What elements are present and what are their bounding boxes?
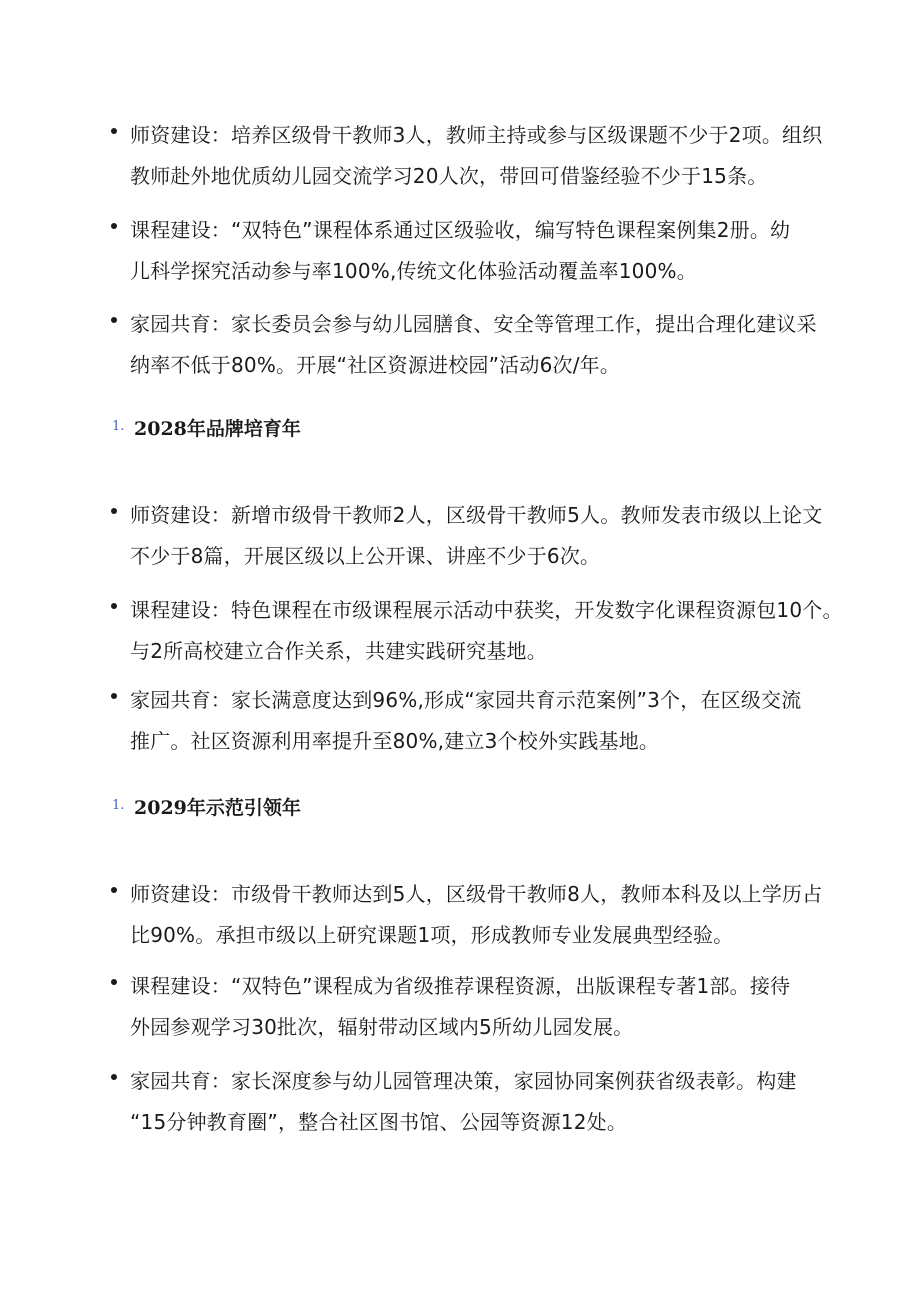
list-item-text: 家园共育：家长深度参与幼儿园管理决策，家园协同案例获省级表彰。构建 “15分钟教育圈”，整合社区图书馆、公园等资源12处。	[130, 1069, 797, 1134]
list-item-text: 家园共育：家长满意度达到96%,形成“家园共育示范案例”3个，在区级交流 推广。社区资源利用率提升至80%,建立3个校外实践基地。	[130, 688, 802, 753]
list-item-text: 家园共育：家长委员会参与幼儿园膳食、安全等管理工作，提出合理化建议采 纳率不低于80%。开展“社区资源进校园”活动6次/年。	[130, 312, 817, 377]
list-item-home-school-2028	[111, 680, 811, 762]
list-item-text: 课程建设：“双特色”课程成为省级推荐课程资源，出版课程专著1部。接待 外园参观学习30批次，辐射带动区域内5所幼儿园发展。	[130, 974, 791, 1039]
bullet-icon	[111, 1074, 117, 1080]
list-item-home-school-2027	[111, 304, 817, 386]
list-item-curriculum-2027	[111, 210, 811, 292]
list-item-teacher-2028	[111, 495, 823, 577]
list-item-teacher-2029	[111, 874, 823, 956]
heading-title: 2028年品牌培育年	[134, 418, 301, 440]
section-heading-2028	[112, 414, 612, 438]
bullet-icon	[111, 508, 117, 514]
section-heading-2029	[112, 793, 612, 817]
bullet-icon	[111, 979, 117, 985]
heading-title: 2029年示范引领年	[134, 797, 301, 819]
bullet-icon	[111, 317, 117, 323]
list-item-home-school-2029	[111, 1061, 811, 1143]
bullet-icon	[111, 693, 117, 699]
bullet-icon	[111, 223, 117, 229]
list-item-teacher-2027	[111, 115, 823, 197]
heading-number: 1.	[112, 419, 125, 434]
heading-number: 1.	[112, 798, 125, 813]
list-item-text: 师资建设：市级骨干教师达到5人，区级骨干教师8人，教师本科及以上学历占 比90%。承担市级以上研究课题1项，形成教师专业发展典型经验。	[130, 882, 823, 947]
list-item-text: 课程建设：特色课程在市级课程展示活动中获奖，开发数字化课程资源包10个。 与2所高校建立合作关系，共建实践研究基地。	[130, 598, 843, 663]
list-item-curriculum-2028	[111, 590, 843, 672]
list-item-text: 师资建设：培养区级骨干教师3人，教师主持或参与区级课题不少于2项。组织 教师赴外地优质幼儿园交流学习20人次，带回可借鉴经验不少于15条。	[130, 123, 823, 188]
list-item-curriculum-2029	[111, 966, 811, 1048]
bullet-icon	[111, 128, 117, 134]
bullet-icon	[111, 603, 117, 609]
list-item-text: 课程建设：“双特色”课程体系通过区级验收，编写特色课程案例集2册。幼 儿科学探究活动参与率100%,传统文化体验活动覆盖率100%。	[130, 218, 791, 283]
bullet-icon	[111, 887, 117, 893]
list-item-text: 师资建设：新增市级骨干教师2人，区级骨干教师5人。教师发表市级以上论文 不少于8篇，开展区级以上公开课、讲座不少于6次。	[130, 503, 823, 568]
